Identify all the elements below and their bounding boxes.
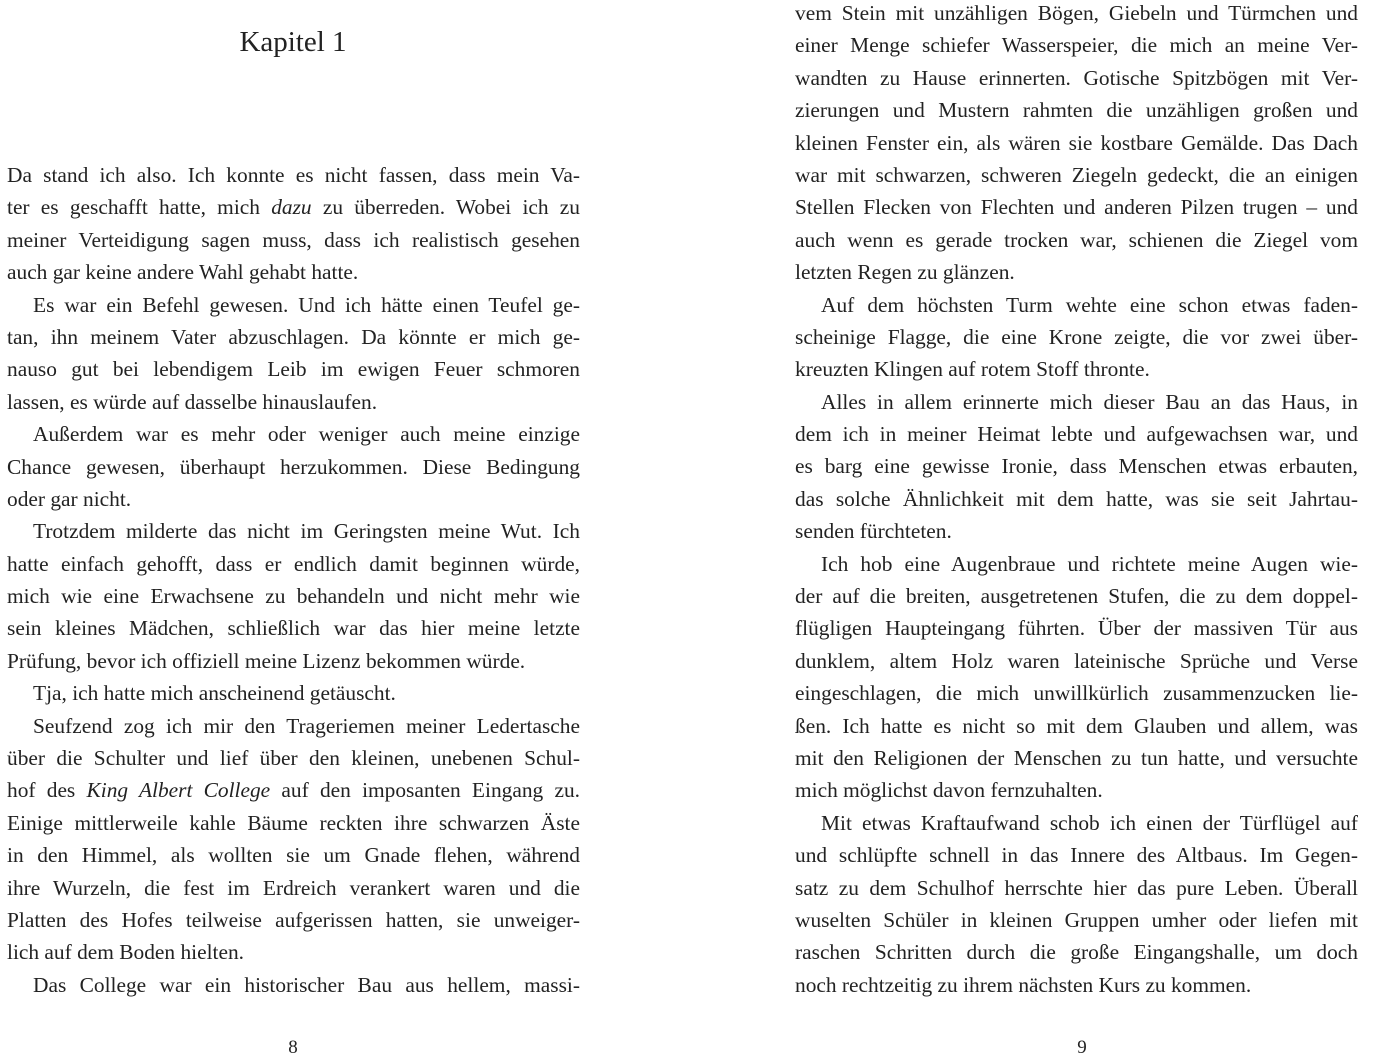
right-text-line: mich möglichst davon fernzuhalten.	[795, 778, 1103, 803]
right-text-line: zierungen und Mustern rahmten die unzähligen großen und	[795, 98, 1358, 123]
left-text-line: Da stand ich also. Ich konnte es nicht fassen, dass mein Va-	[7, 163, 580, 187]
left-text-line: ter es geschafft hatte, mich dazu zu überreden. Wobei ich zu	[7, 195, 581, 220]
left-text-line: mich wie eine Erwachsene zu behandeln und nicht mehr wie	[7, 584, 580, 609]
right-text-line: kleinen Fenster ein, als wären sie kostbare Gemälde. Das Dach	[795, 130, 1358, 155]
chapter-title: Kapitel 1	[239, 26, 347, 58]
right-page	[688, 0, 1376, 1064]
right-text-line: und schlüpfte schnell in das Innere des Altbaus. Im Gegen-	[795, 843, 1358, 868]
right-text-line: vem Stein mit unzähligen Bögen, Giebeln und Türmchen und	[795, 1, 1358, 25]
right-text-line: eingeschlagen, die mich unwillkürlich zusammenzucken lie-	[795, 681, 1358, 706]
left-text-line: oder gar nicht.	[7, 486, 132, 511]
right-text-line: war mit schwarzen, schweren Ziegeln gedeckt, die an einigen	[795, 162, 1358, 187]
left-text-line: Trotzdem milderte das nicht im Geringsten meine Wut. Ich	[33, 519, 580, 544]
right-text-line: Auf dem höchsten Turm wehte eine schon etwas faden-	[821, 292, 1358, 317]
right-text-line: Alles in allem erinnerte mich dieser Bau an das Haus, in	[821, 389, 1358, 414]
right-text-line: dunklem, altem Holz waren lateinische Sprüche und Verse	[795, 648, 1358, 673]
left-page-text	[7, 159, 580, 1001]
right-text-line: Ich hob eine Augenbraue und richtete meine Augen wie-	[821, 551, 1358, 576]
page-number-left: 8	[288, 1037, 298, 1058]
right-text-line: wuselten Schüler in kleinen Gruppen umher oder liefen mit	[795, 907, 1358, 932]
left-text-line: sein kleines Mädchen, schließlich war das hier meine letzte	[7, 616, 580, 641]
right-text-line: auch wenn es gerade trocken war, schienen die Ziegel vom	[795, 227, 1358, 252]
left-text-line: meiner Verteidigung sagen muss, dass ich realistisch gesehen	[7, 227, 580, 252]
right-text-line: wandten zu Hause erinnerten. Gotische Spitzbögen mit Ver-	[795, 65, 1358, 90]
right-text-line: senden fürchteten.	[795, 519, 952, 544]
right-text-line: kreuzten Klingen auf rotem Stoff thronte.	[795, 357, 1150, 382]
right-text-line: es barg eine gewisse Ironie, dass Menschen etwas erbauten,	[795, 454, 1358, 479]
right-text-line: scheinige Flagge, die eine Krone zeigte, die vor zwei über-	[795, 324, 1358, 349]
right-text-line: raschen Schritten durch die große Eingangshalle, um doch	[795, 940, 1358, 965]
right-text-line: mit den Religionen der Menschen zu tun hatte, und versuchte	[795, 745, 1358, 770]
right-text-line: Mit etwas Kraftaufwand schob ich einen der Türflügel auf	[821, 810, 1358, 835]
page-number-right: 9	[1077, 1037, 1087, 1058]
right-text-line: noch rechtzeitig zu ihrem nächsten Kurs zu kommen.	[795, 972, 1252, 997]
left-text-line: auch gar keine andere Wahl gehabt hatte.	[7, 260, 359, 285]
left-text-line: Das College war ein historischer Bau aus hellem, massi-	[33, 972, 580, 997]
right-text-line: einer Menge schiefer Wasserspeier, die mich an meine Ver-	[795, 33, 1358, 58]
left-text-line: Es war ein Befehl gewesen. Und ich hätte einen Teufel ge-	[33, 292, 580, 317]
left-text-line: ihre Wurzeln, die fest im Erdreich verankert waren und die	[7, 875, 580, 900]
right-text-line: dem ich in meiner Heimat lebte und aufgewachsen war, und	[795, 422, 1358, 447]
right-text-line: Stellen Flecken von Flechten und anderen Pilzen trugen – und	[795, 195, 1358, 220]
left-text-line: hof des King Albert College auf den imposanten Eingang zu.	[7, 778, 580, 803]
left-text-line: Einige mittlerweile kahle Bäume reckten ihre schwarzen Äste	[7, 810, 580, 835]
right-text-line: ßen. Ich hatte es nicht so mit dem Glauben und allem, was	[795, 713, 1358, 738]
right-text-line: flügligen Haupteingang führten. Über der massiven Tür aus	[795, 616, 1358, 641]
left-text-line: in den Himmel, als wollten sie um Gnade flehen, während	[7, 843, 580, 868]
right-text-line: der auf die breiten, ausgetretenen Stufen, die zu dem doppel-	[795, 584, 1358, 609]
right-text-line: letzten Regen zu glänzen.	[795, 260, 1015, 285]
left-text-line: Platten des Hofes teilweise aufgerissen hatten, sie unweiger-	[7, 907, 580, 932]
left-text-line: Außerdem war es mehr oder weniger auch meine einzige	[33, 422, 580, 447]
left-text-line: Chance gewesen, überhaupt herzukommen. Diese Bedingung	[7, 454, 580, 479]
left-text-line: Tja, ich hatte mich anscheinend getäuscht.	[33, 681, 396, 706]
left-text-line: Prüfung, bevor ich offiziell meine Lizenz bekommen würde.	[7, 648, 526, 673]
right-text-line: satz zu dem Schulhof herrschte hier das pure Leben. Überall	[795, 875, 1358, 900]
left-text-line: hatte einfach gehofft, dass er endlich damit beginnen würde,	[7, 551, 580, 576]
left-text-line: nauso gut bei lebendigem Leib im ewigen Feuer schmoren	[7, 357, 580, 382]
right-page-text	[795, 0, 1358, 1001]
left-text-line: lich auf dem Boden hielten.	[7, 940, 245, 965]
left-text-line: lassen, es würde auf dasselbe hinauslaufen.	[7, 389, 378, 414]
left-text-line: Seufzend zog ich mir den Trageriemen meiner Ledertasche	[33, 713, 580, 738]
left-text-line: über die Schulter und lief über den kleinen, unebenen Schul-	[7, 746, 580, 771]
left-text-line: tan, ihn meinem Vater abzuschlagen. Da könnte er mich ge-	[7, 324, 580, 349]
right-text-line: das solche Ähnlichkeit mit dem hatte, was sie seit Jahrtau-	[795, 486, 1358, 511]
